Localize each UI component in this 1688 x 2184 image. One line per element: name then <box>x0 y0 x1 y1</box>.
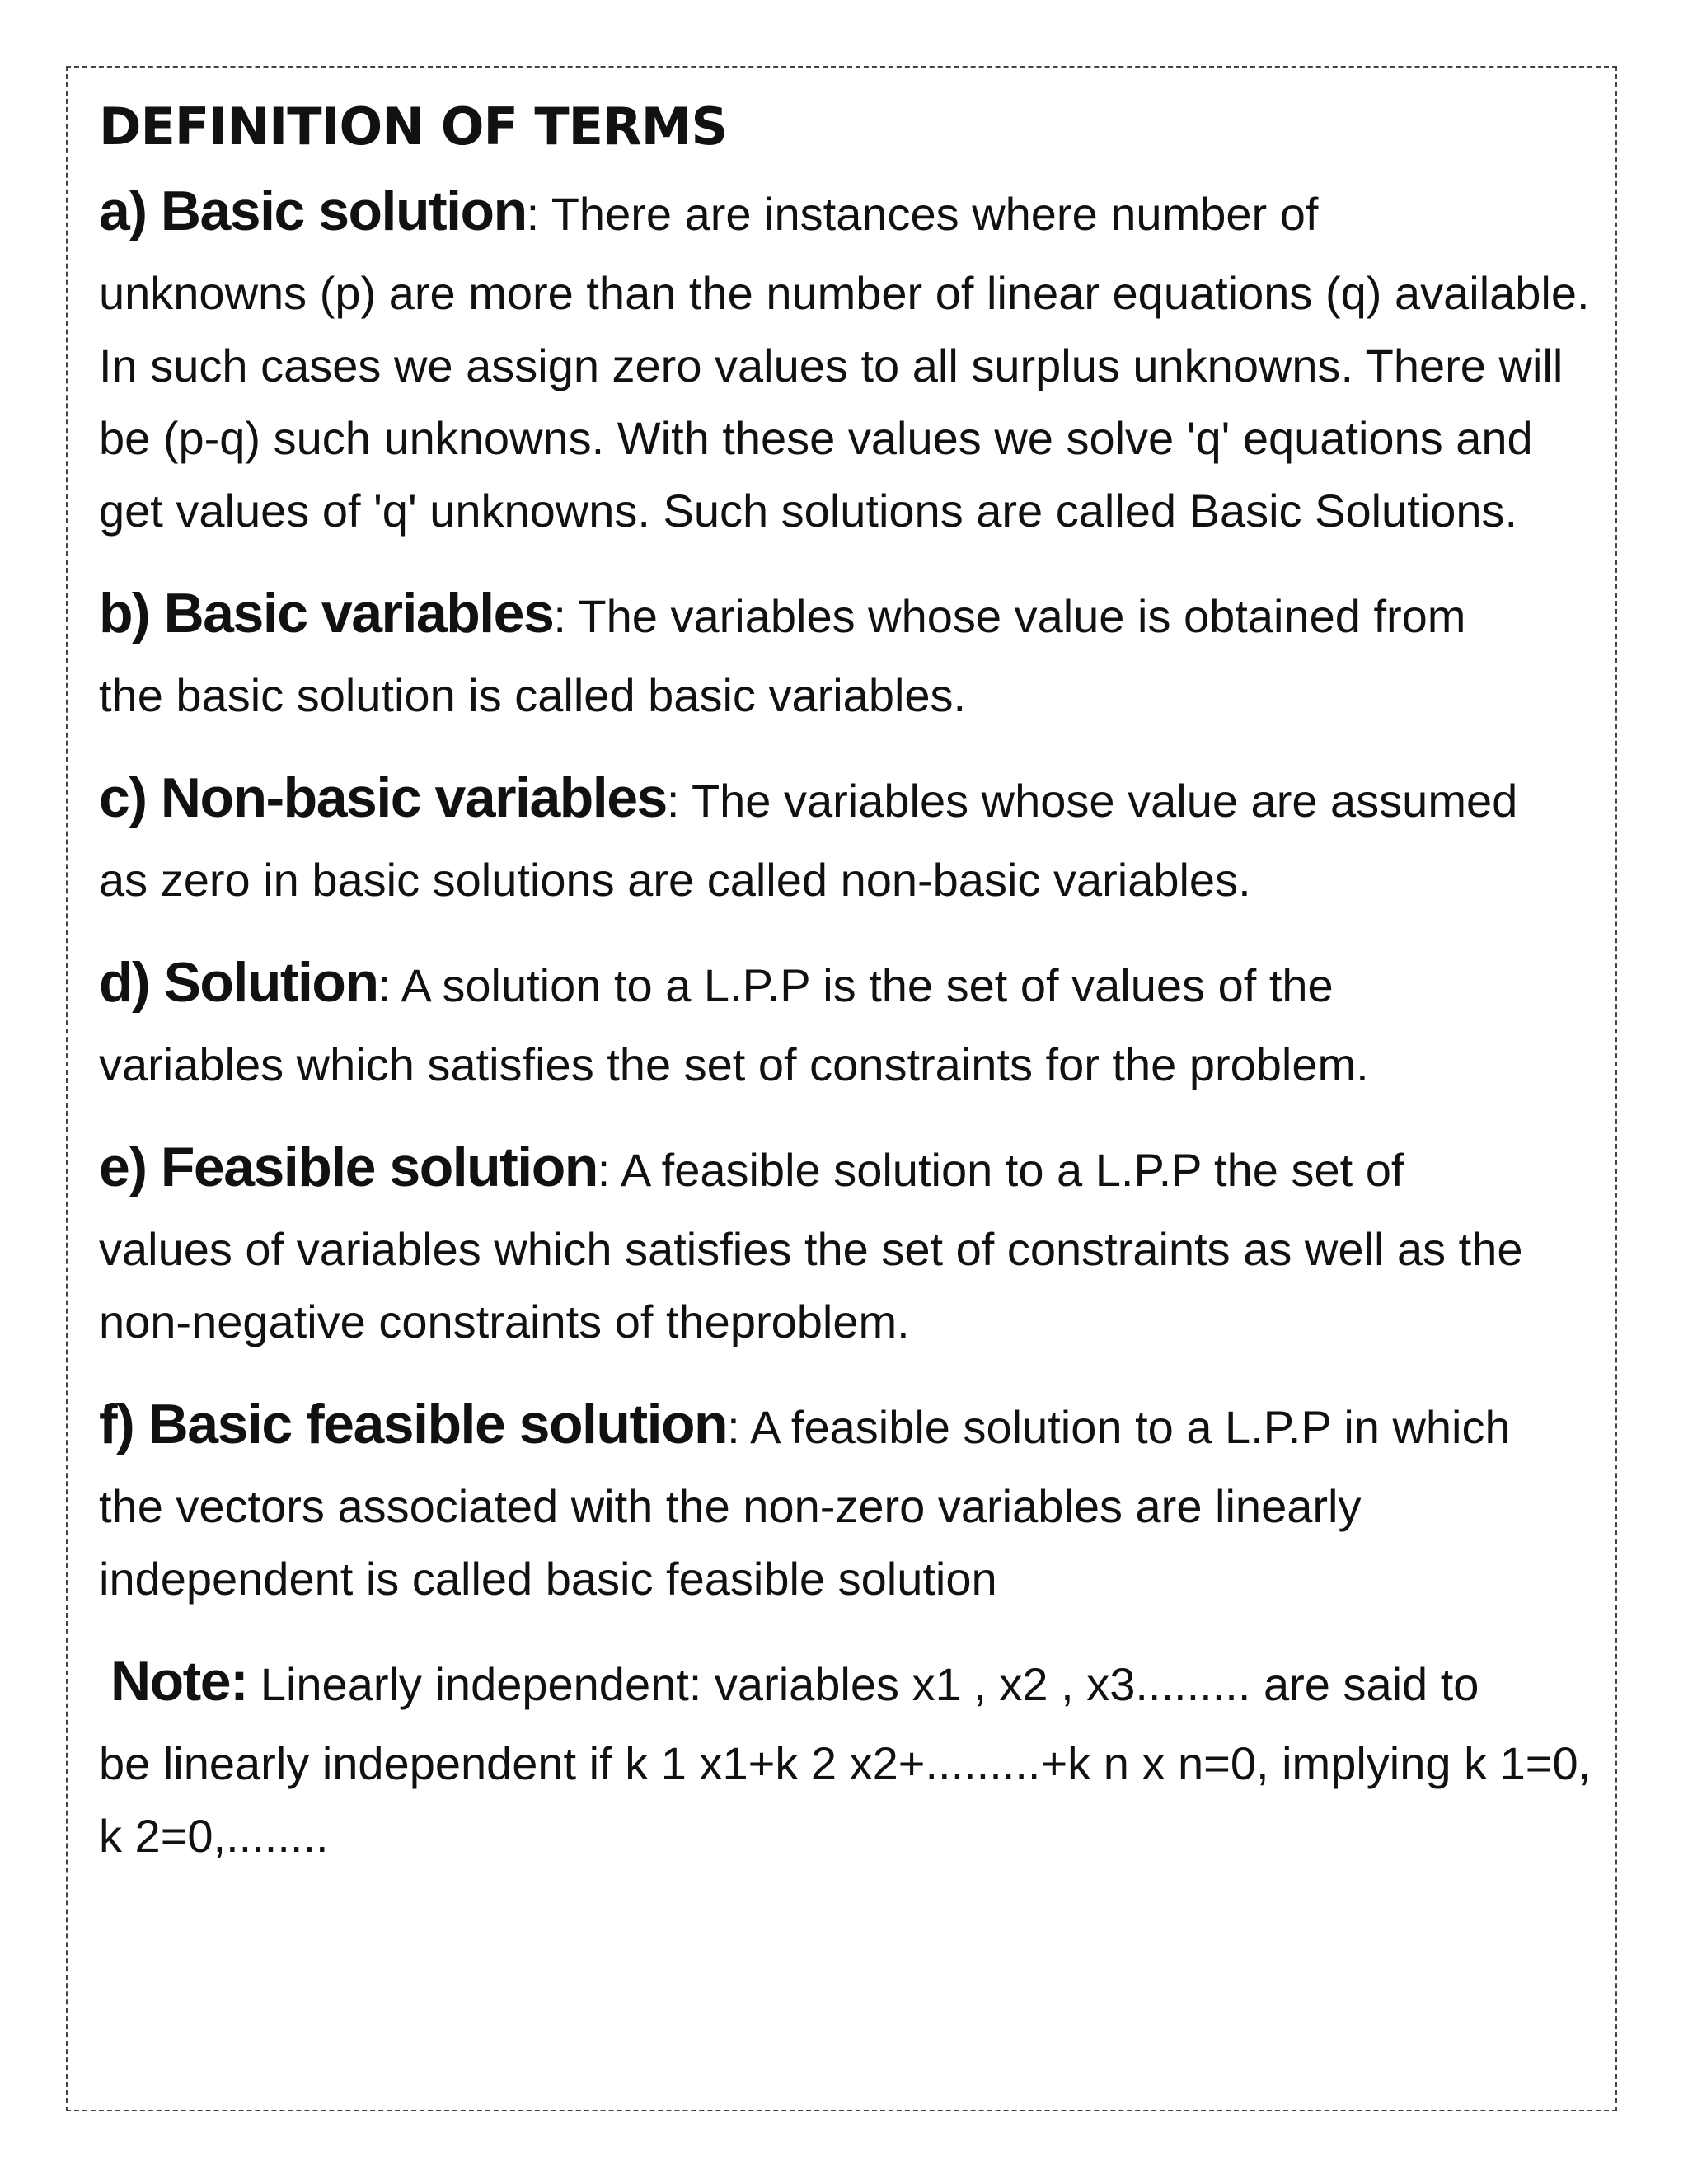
term-feasible-solution <box>99 1124 1607 1358</box>
term-definition-first-line: The variables whose value are assumed <box>691 775 1518 827</box>
term-separator: : <box>727 1401 751 1454</box>
page-title: DEFINITION OF TERMS <box>99 96 728 157</box>
term-definition-first-line: There are instances where number of <box>551 188 1319 241</box>
term-definition-rest: as zero in basic solutions are called non-basic variables. <box>99 854 1251 907</box>
term-basic-solution <box>99 168 1607 547</box>
document-body <box>99 96 1607 1896</box>
term-basic-variables <box>99 570 1607 732</box>
term-basic-feasible-solution <box>99 1381 1607 1615</box>
term-separator: : <box>553 590 579 643</box>
term-solution <box>99 940 1607 1101</box>
term-non-basic-variables <box>99 755 1607 916</box>
term-label: e) Feasible solution <box>99 1136 598 1199</box>
term-label: f) Basic feasible solution <box>99 1393 728 1456</box>
term-separator: : <box>526 188 551 241</box>
note-rest: be linearly independent if k 1 x1+k 2 x2+.........+k n x n=0, implying k 1=0, k 2=0,........ <box>99 1737 1592 1863</box>
term-label: d) Solution <box>99 951 378 1015</box>
term-label: a) Basic solution <box>99 180 527 243</box>
term-definition-first-line: A feasible solution to a L.P.P in which <box>750 1401 1511 1454</box>
term-definition-rest: the basic solution is called basic variables. <box>99 669 967 722</box>
term-definition-rest: the vectors associated with the non-zero variables are linearly independent is called basic feasible solution <box>99 1480 1362 1605</box>
term-definition-first-line: A feasible solution to a L.P.P the set of <box>620 1144 1404 1197</box>
term-definition-first-line: The variables whose value is obtained from <box>578 590 1466 643</box>
term-definition-rest: values of variables which satisfies the set of constraints as well as the non-negative constraints of theproblem. <box>99 1223 1523 1348</box>
term-separator: : <box>377 959 401 1012</box>
note-label: Note: <box>110 1650 248 1713</box>
term-separator: : <box>597 1144 621 1197</box>
term-separator: : <box>666 775 692 827</box>
term-label: c) Non-basic variables <box>99 766 667 830</box>
note-block <box>99 1638 1607 1872</box>
note-first-line: Linearly independent: variables x1 , x2 , x3......... are said to <box>247 1658 1479 1711</box>
term-definition-first-line: A solution to a L.P.P is the set of values of the <box>401 959 1334 1012</box>
term-label: b) Basic variables <box>99 582 554 645</box>
term-definition-rest: unknowns (p) are more than the number of linear equations (q) available. In such cases we assign zero values to all surplus unknowns. There will be (p-q) such unknowns. With these values we solve 'q' equations and get values of 'q' unknowns. Such solutions are called Basic Solutions. <box>99 267 1590 537</box>
term-definition-rest: variables which satisfies the set of constraints for the problem. <box>99 1038 1369 1091</box>
